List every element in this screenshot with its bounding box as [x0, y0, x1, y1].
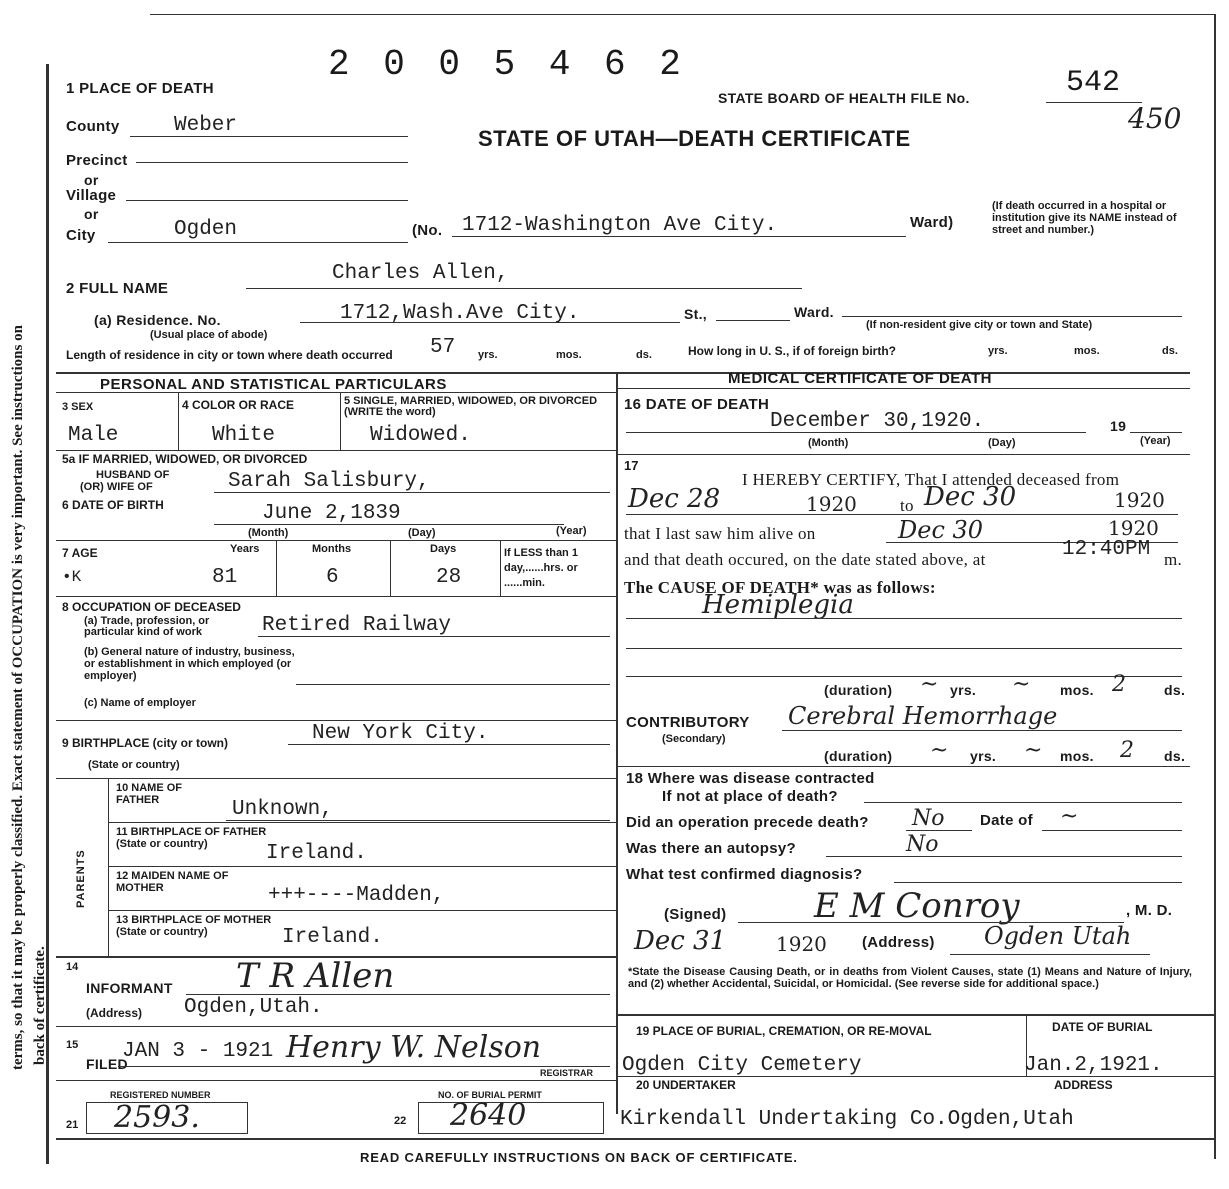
autopsy-label: Was there an autopsy?	[626, 840, 796, 857]
us-residence-label: How long in U. S., if of foreign birth?	[688, 344, 896, 358]
med-row-line-1	[616, 454, 1190, 455]
reg-num-prefix: 21	[66, 1119, 79, 1131]
age-div-2	[390, 540, 391, 596]
death-time-value: 12:40PM	[1062, 538, 1151, 561]
age-years-value: 81	[212, 566, 238, 589]
row-line-5	[56, 778, 616, 779]
attended-from-value: Dec 28	[628, 484, 721, 514]
certificate-number: 2 0 0 5 4 6 2	[328, 44, 687, 85]
date-year-prefix: 19	[1110, 418, 1127, 434]
burial-permit-value: 2640	[450, 1098, 527, 1133]
occ-a-label: (a) Trade, profession, or particular kind of work	[84, 615, 210, 638]
filed-label: FILED	[86, 1056, 128, 1072]
sex-label: 3 SEX	[62, 401, 94, 413]
father-value: Unknown,	[232, 798, 333, 821]
row-line-1	[56, 450, 616, 451]
or-label-1: or	[84, 172, 99, 188]
certify-text: I HEREBY CERTIFY, That I attended deceased from	[742, 470, 1120, 489]
row-line-8	[108, 910, 616, 911]
personal-section-title: PERSONAL AND STATISTICAL PARTICULARS	[100, 376, 447, 393]
dur-yrs-label: yrs.	[950, 682, 977, 698]
md-label: , M. D.	[1126, 902, 1173, 919]
signed-date-value: Dec 31	[634, 926, 727, 956]
date-year-line	[1130, 432, 1182, 433]
us-ds-label: ds.	[1162, 345, 1178, 357]
burial-place-value: Ogden City Cemetery	[622, 1054, 862, 1077]
age-mark: •K	[62, 568, 82, 586]
cause-label: The CAUSE OF DEATH* was as follows:	[624, 578, 936, 597]
sex-divider	[178, 392, 179, 450]
occupation-value: Retired Railway	[262, 614, 452, 637]
spouse-line	[214, 492, 610, 493]
place-of-death-label: 1 PLACE OF DEATH	[66, 80, 214, 97]
filed-num: 15	[66, 1039, 79, 1051]
medical-title-line	[616, 388, 1190, 389]
length-residence-label: Length of residence in city or town where death occurred	[66, 348, 393, 362]
operation-label: Did an operation precede death?	[626, 814, 869, 831]
operation-line	[906, 830, 972, 831]
color-label: 4 COLOR OR RACE	[182, 398, 295, 412]
filed-line	[118, 1066, 610, 1067]
test-label: What test confirmed diagnosis?	[626, 866, 863, 883]
dob-value: June 2,1839	[262, 502, 401, 525]
informant-num: 14	[66, 961, 79, 973]
parents-divider	[108, 778, 109, 956]
dur-ds-value: 2	[1112, 672, 1126, 697]
file-number-2: 450	[1128, 102, 1182, 135]
from-year-value: 1920	[806, 492, 857, 516]
row-line-6	[108, 822, 616, 823]
burial-date-label: DATE OF BURIAL	[1052, 1020, 1153, 1034]
county-line	[130, 136, 408, 137]
age-months-value: 6	[326, 566, 339, 589]
full-name-line	[246, 288, 802, 289]
operation-value: No	[912, 806, 945, 831]
mother-birthplace-value: Ireland.	[282, 926, 383, 949]
informant-address-label: (Address)	[86, 1006, 143, 1020]
row-line-11	[56, 1080, 616, 1081]
mother-label: 12 MAIDEN NAME OF MOTHER	[116, 870, 229, 894]
signed-year-value: 1920	[776, 932, 827, 956]
dur-mos-value: ~	[1012, 672, 1031, 697]
cause-line-3	[626, 676, 1182, 677]
personal-title-line	[56, 392, 616, 393]
med-row-line-2	[616, 766, 1190, 767]
section-divider	[616, 372, 618, 1114]
village-label: Village	[66, 187, 117, 204]
occ-b-line	[296, 684, 610, 685]
length-yrs-label: yrs.	[478, 349, 498, 361]
right-border	[1214, 14, 1216, 1159]
signed-label: (Signed)	[664, 906, 727, 923]
date-of-death-value: December 30,1920.	[770, 410, 985, 433]
burial-date-value: Jan.2,1921.	[1024, 1054, 1163, 1077]
side-instructions-2: back of certificate.	[32, 946, 48, 1065]
autopsy-value: No	[906, 832, 939, 857]
secondary-label: (Secondary)	[662, 733, 726, 745]
burial-label: 19 PLACE OF BURIAL, CREMATION, OR RE-MOVAL	[636, 1024, 932, 1038]
death-month-label: (Month)	[808, 437, 849, 449]
informant-address-value: Ogden,Utah.	[184, 996, 323, 1019]
test-line	[894, 882, 1182, 883]
row-line-3	[56, 596, 616, 597]
us-yrs-label: yrs.	[988, 345, 1008, 357]
marital-label: 5 SINGLE, MARRIED, WIDOWED, OR DIVORCED (WRITE the word)	[344, 395, 598, 418]
color-divider	[340, 392, 341, 450]
operation-date-value: ~	[1060, 804, 1079, 829]
side-instructions: terms, so that it may be properly classified. Exact statement of OCCUPATION is very important. See instructions on	[10, 325, 26, 1070]
full-name-value: Charles Allen,	[332, 262, 509, 285]
usual-abode-label: (Usual place of abode)	[150, 329, 268, 341]
bottom-line	[56, 1138, 1214, 1140]
left-border	[46, 64, 49, 1164]
dob-label: 6 DATE OF BIRTH	[62, 498, 164, 512]
footer-instructions: READ CAREFULLY INSTRUCTIONS ON BACK OF CERTIFICATE.	[360, 1150, 798, 1165]
age-days-value: 28	[436, 566, 462, 589]
registrar-signature: Henry W. Nelson	[286, 1030, 542, 1065]
ward-line	[842, 316, 1182, 317]
or-label-2: or	[84, 206, 99, 222]
undertaker-address-label: ADDRESS	[1054, 1078, 1113, 1092]
spouse-value: Sarah Salisbury,	[228, 470, 430, 493]
physician-signature: E M Conroy	[814, 886, 1020, 926]
city-label: City	[66, 227, 96, 244]
contracted-line	[864, 802, 1182, 803]
filed-date: JAN 3 - 1921	[122, 1040, 274, 1063]
county-value: Weber	[174, 114, 238, 137]
death-occured-label: and that death occured, on the date stated above, at	[624, 550, 986, 569]
mother-value: +++----Madden,	[268, 884, 445, 907]
occupation-label: 8 OCCUPATION OF DECEASED	[62, 600, 241, 614]
cause-value: Hemiplegia	[702, 590, 854, 620]
village-line	[126, 200, 408, 201]
spouse-label-1: 5a IF MARRIED, WIDOWED, OR DIVORCED	[62, 452, 308, 466]
dur-mos-label: mos.	[1060, 682, 1094, 698]
dur2-ds-label: ds.	[1164, 748, 1186, 764]
undertaker-value: Kirkendall Undertaking Co.Ogden,Utah	[620, 1108, 1074, 1131]
cause-note: *State the Disease Causing Death, or in deaths from Violent Causes, state (1) Means and Nature of Injury, and (2) whether Accidental, Suicidal, or Homicidal. (See reverse side for additional space.)	[628, 966, 1192, 990]
burial-permit-label: NO. OF BURIAL PERMIT	[438, 1090, 542, 1100]
age-div-1	[276, 540, 277, 596]
birthplace-label: 9 BIRTHPLACE (city or town)	[62, 736, 229, 750]
length-residence-value: 57	[430, 336, 456, 359]
certify-num: 17	[624, 458, 639, 473]
duration-label: (duration)	[824, 682, 893, 698]
operation-date-line	[1042, 830, 1182, 831]
contracted-label-1: 18 Where was disease contracted	[626, 770, 875, 787]
color-value: White	[212, 424, 276, 447]
st-label: St.,	[684, 306, 707, 322]
signed-address-label: (Address)	[862, 934, 935, 951]
dob-year-label: (Year)	[556, 525, 587, 537]
operation-date-label: Date of	[980, 812, 1033, 829]
birthplace-state-label: (State or country)	[88, 759, 180, 771]
age-div-3	[500, 540, 501, 596]
row-line-10	[56, 1026, 616, 1027]
length-ds-label: ds.	[636, 349, 652, 361]
row-line-4	[56, 720, 616, 721]
attended-to-value: Dec 30	[924, 482, 1017, 512]
informant-label: INFORMANT	[86, 980, 173, 996]
death-year-label: (Year)	[1140, 435, 1171, 447]
city-value: Ogden	[174, 218, 238, 241]
spouse-label-2: HUSBAND OF	[96, 469, 170, 481]
to-year-value: 1920	[1114, 488, 1165, 512]
city-line	[108, 242, 408, 243]
attended-line	[626, 514, 1178, 515]
med-row-line-3	[616, 1014, 1214, 1016]
sex-value: Male	[68, 424, 119, 447]
informant-line	[186, 994, 610, 995]
dur-yrs-value: ~	[920, 672, 939, 697]
street-number-label: (No.	[412, 222, 443, 239]
contributory-line	[782, 730, 1182, 731]
days-label: Days	[430, 543, 457, 555]
reg-num-value: 2593.	[114, 1100, 200, 1135]
top-border	[150, 14, 1214, 15]
hospital-note: (If death occurred in a hospital or institution give its NAME instead of street and number.)	[992, 200, 1177, 236]
occ-line	[258, 636, 610, 637]
cause-line-2	[626, 648, 1182, 649]
residence-label: (a) Residence. No.	[94, 312, 221, 328]
us-mos-label: mos.	[1074, 345, 1100, 357]
contributory-label: CONTRIBUTORY	[626, 714, 750, 731]
last-saw-label: that I last saw him alive on	[624, 524, 816, 543]
last-saw-year-value: 1920	[1108, 516, 1159, 540]
less-than-label: If LESS than 1 day,......hrs. or ......min.	[504, 547, 578, 589]
dur2-mos-label: mos.	[1060, 748, 1094, 764]
occ-c-label: (c) Name of employer	[84, 697, 196, 709]
dur-ds-label: ds.	[1164, 682, 1186, 698]
dur2-yrs-value: ~	[930, 738, 949, 763]
m-label: m.	[1164, 550, 1183, 569]
non-resident-note: (If non-resident give city or town and State)	[866, 319, 1093, 331]
dur2-mos-value: ~	[1024, 738, 1043, 763]
father-birthplace-label: 11 BIRTHPLACE OF FATHER (State or country)	[116, 826, 267, 850]
spouse-label-3: (OR) WIFE OF	[80, 481, 153, 493]
contributory-value: Cerebral Hemorrhage	[788, 702, 1058, 730]
father-label: 10 NAME OF FATHER	[116, 782, 183, 806]
dob-line	[214, 524, 564, 525]
dur2-yrs-label: yrs.	[970, 748, 997, 764]
occ-b-label: (b) General nature of industry, business, or establishment in which employed (or employer)	[84, 646, 295, 682]
med-row-line-4	[616, 1076, 1214, 1077]
reg-num-label: REGISTERED NUMBER	[110, 1090, 211, 1100]
undertaker-label: 20 UNDERTAKER	[636, 1078, 736, 1092]
file-label: STATE BOARD OF HEALTH FILE No.	[718, 90, 970, 106]
years-label: Years	[230, 543, 260, 555]
file-number: 542	[1066, 66, 1121, 100]
dur2-ds-value: 2	[1120, 738, 1134, 763]
mother-birthplace-label: 13 BIRTHPLACE OF MOTHER (State or country)	[116, 914, 272, 938]
informant-signature: T R Allen	[236, 956, 395, 996]
burial-permit-prefix: 22	[394, 1115, 407, 1127]
dob-day-label: (Day)	[408, 527, 436, 539]
dob-month-label: (Month)	[248, 527, 289, 539]
months-label: Months	[312, 543, 352, 555]
birthplace-value: New York City.	[312, 722, 489, 745]
ward-label: Ward)	[910, 214, 954, 231]
full-name-label: 2 FULL NAME	[66, 280, 169, 297]
st-ward-line	[716, 320, 790, 321]
marital-value: Widowed.	[370, 424, 471, 447]
registrar-label: REGISTRAR	[540, 1068, 594, 1078]
county-label: County	[66, 118, 120, 135]
residence-value: 1712,Wash.Ave City.	[340, 302, 580, 325]
parents-label: PARENTS	[75, 849, 87, 908]
precinct-label: Precinct	[66, 152, 128, 169]
father-birthplace-value: Ireland.	[266, 842, 367, 865]
cause-line-1	[626, 618, 1182, 619]
row-line-2	[56, 540, 616, 541]
duration2-label: (duration)	[824, 748, 893, 764]
signed-address-value: Ogden Utah	[984, 922, 1132, 950]
signed-address-line	[950, 954, 1150, 955]
certificate-title: STATE OF UTAH—DEATH CERTIFICATE	[478, 126, 911, 151]
date-of-death-line	[626, 432, 1086, 433]
father-line	[226, 820, 610, 821]
precinct-line	[136, 162, 408, 163]
row-line-7	[108, 866, 616, 867]
street-address-value: 1712-Washington Ave City.	[462, 214, 778, 237]
last-saw-value: Dec 30	[898, 516, 984, 544]
death-day-label: (Day)	[988, 437, 1016, 449]
section-top-line	[56, 372, 1190, 374]
length-mos-label: mos.	[556, 349, 582, 361]
to-label: to	[900, 496, 914, 515]
date-of-death-label: 16 DATE OF DEATH	[624, 396, 770, 413]
contracted-label-2: If not at place of death?	[662, 788, 838, 805]
age-label: 7 AGE	[62, 546, 98, 560]
res-ward-label: Ward.	[794, 304, 834, 320]
medical-section-title: MEDICAL CERTIFICATE OF DEATH	[728, 370, 992, 387]
autopsy-line	[826, 856, 1182, 857]
birthplace-line	[288, 744, 610, 745]
